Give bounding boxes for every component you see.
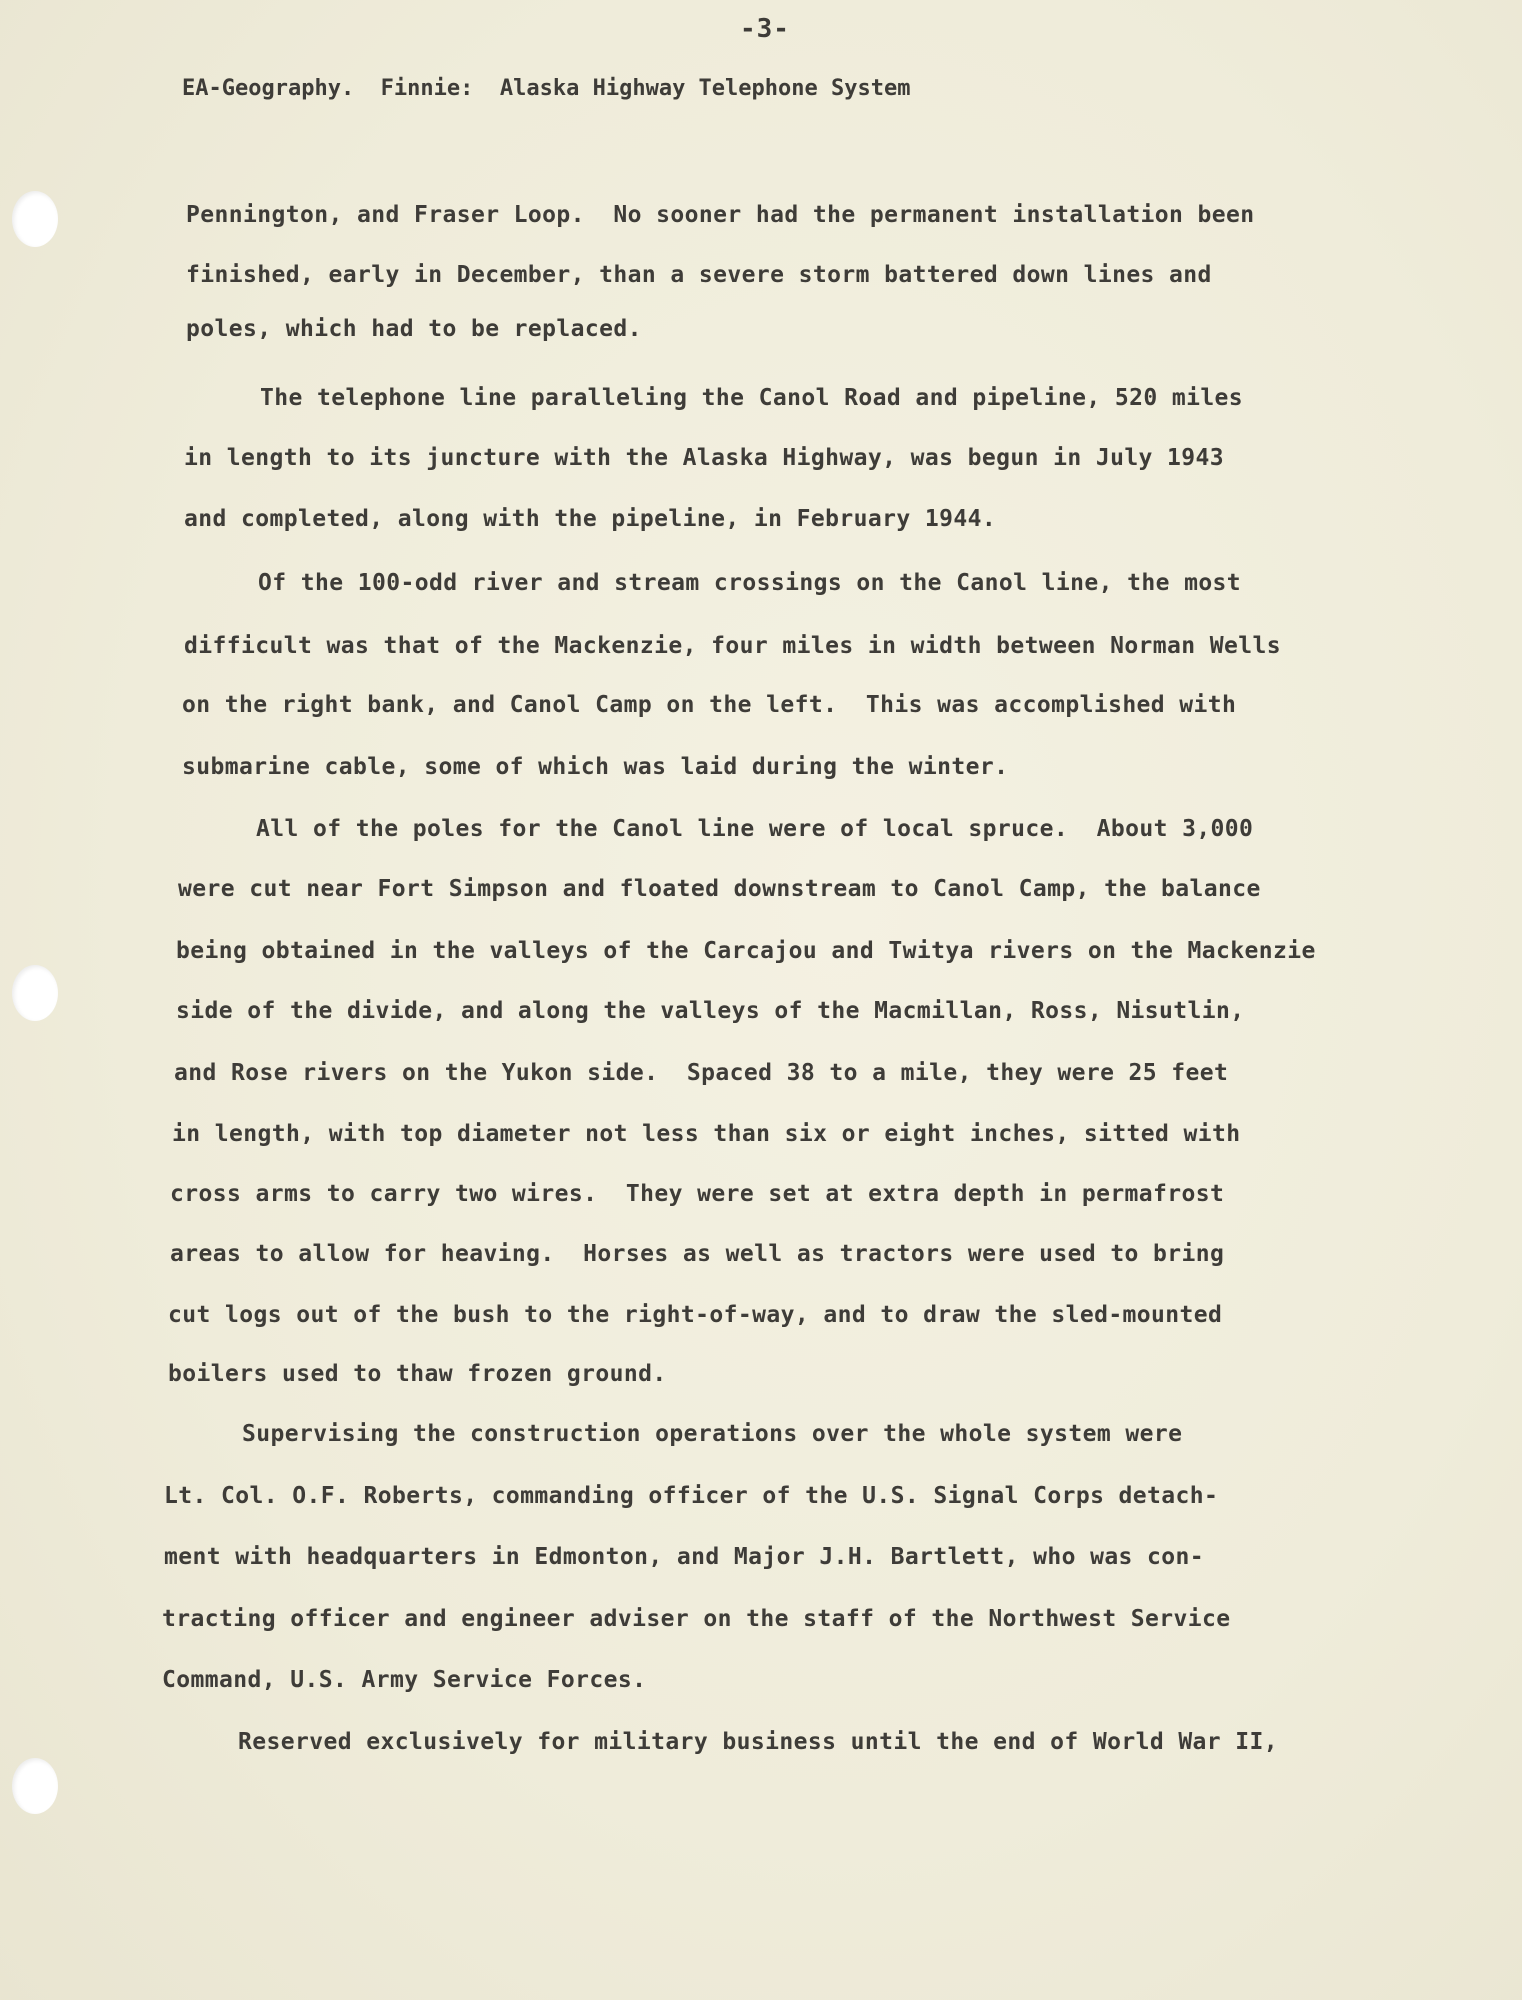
text-line: were cut near Fort Simpson and floated downstream to Canol Camp, the balance (178, 876, 1261, 902)
text-line: and Rose rivers on the Yukon side. Spaced 38 to a mile, they were 25 feet (174, 1060, 1229, 1086)
text-line: All of the poles for the Canol line were of local spruce. About 3,000 (256, 816, 1254, 842)
text-line: on the right bank, and Canol Camp on the left. This was accomplished with (182, 692, 1237, 718)
text-line: areas to allow for heaving. Horses as well as tractors were used to bring (170, 1241, 1225, 1267)
text-line: ment with headquarters in Edmonton, and Major J.H. Bartlett, who was con- (164, 1544, 1205, 1570)
text-line: side of the divide, and along the valleys of the Macmillan, Ross, Nisutlin, (176, 998, 1245, 1024)
text-line: Pennington, and Fraser Loop. No sooner had the permanent installation been (186, 202, 1255, 228)
text-line: Supervising the construction operations over the whole system were (242, 1421, 1183, 1447)
text-line: submarine cable, some of which was laid during the winter. (182, 754, 1009, 780)
text-line: poles, which had to be replaced. (186, 316, 642, 342)
text-line: Reserved exclusively for military business until the end of World War II, (238, 1729, 1279, 1755)
text-line: The telephone line paralleling the Canol Road and pipeline, 520 miles (260, 385, 1244, 411)
text-line: and completed, along with the pipeline, in February 1944. (184, 506, 997, 532)
text-line: being obtained in the valleys of the Carcajou and Twitya rivers on the Mackenzie (176, 938, 1316, 964)
text-line: boilers used to thaw frozen ground. (168, 1361, 667, 1387)
text-line: in length, with top diameter not less than six or eight inches, sitted with (172, 1121, 1241, 1147)
text-line: Command, U.S. Army Service Forces. (162, 1667, 647, 1693)
text-line: cross arms to carry two wires. They were set at extra depth in permafrost (170, 1181, 1225, 1207)
text-line: cut logs out of the bush to the right-of-way, and to draw the sled-mounted (168, 1302, 1223, 1328)
text-line: difficult was that of the Mackenzie, four miles in width between Norman Wells (184, 633, 1282, 659)
text-line: finished, early in December, than a severe storm battered down lines and (186, 262, 1212, 288)
running-head: EA-Geography. Finnie: Alaska Highway Telephone System (182, 76, 911, 101)
text-line: in length to its juncture with the Alaska Highway, was begun in July 1943 (184, 445, 1225, 471)
page-number: -3- (740, 14, 790, 44)
text-line: Lt. Col. O.F. Roberts, commanding officer of the U.S. Signal Corps detach- (164, 1483, 1219, 1509)
text-line: tracting officer and engineer adviser on the staff of the Northwest Service (162, 1606, 1231, 1632)
text-line: Of the 100-odd river and stream crossings on the Canol line, the most (258, 570, 1242, 596)
